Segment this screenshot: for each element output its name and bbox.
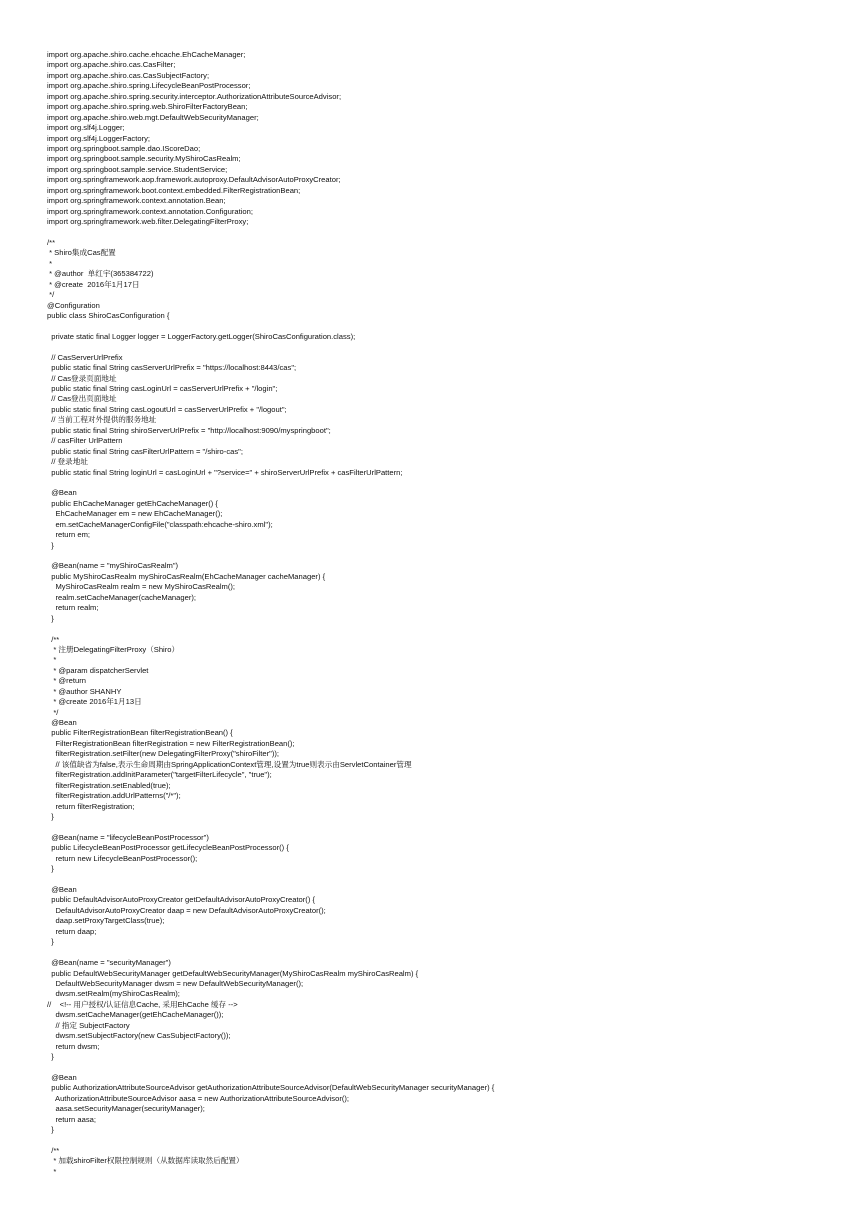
code-line: public static final String casServerUrlPrefix = "https://localhost:8443/cas";	[47, 363, 297, 373]
code-line: }	[47, 1125, 54, 1135]
code-line: public static final String casLogoutUrl = casServerUrlPrefix + "/logout";	[47, 404, 287, 414]
code-line: dwsm.setSubjectFactory(new CasSubjectFactory());	[47, 1031, 231, 1041]
code-line: filterRegistration.addUrlPatterns("/*");	[47, 791, 181, 801]
code-line: import org.springframework.context.annotation.Configuration;	[47, 206, 253, 216]
code-line: import org.springboot.sample.service.StudentService;	[47, 164, 228, 174]
code-line: }	[47, 937, 54, 947]
code-line: *	[47, 655, 57, 665]
code-line: /**	[47, 1145, 60, 1155]
code-line: return realm;	[47, 603, 99, 613]
code-line: public FilterRegistrationBean filterRegistrationBean() {	[47, 728, 233, 738]
code-line: // casFilter UrlPattern	[47, 436, 123, 446]
code-line: import org.slf4j.LoggerFactory;	[47, 133, 150, 143]
code-line	[47, 227, 847, 237]
code-line: * 注册DelegatingFilterProxy（Shiro）	[47, 644, 180, 654]
code-line: realm.setCacheManager(cacheManager);	[47, 592, 196, 602]
code-line: * @return	[47, 676, 86, 686]
code-line: MyShiroCasRealm realm = new MyShiroCasRealm();	[47, 582, 235, 592]
code-line: daap.setProxyTargetClass(true);	[47, 916, 165, 926]
code-line: * @author SHANHY	[47, 686, 122, 696]
code-line: @Bean	[47, 718, 77, 727]
code-line: */	[47, 290, 55, 300]
code-line: * @create 2016年1月17日	[47, 279, 140, 289]
code-line	[47, 1136, 847, 1146]
code-line: // 该值缺省为false,表示生命周期由SpringApplicationContext管理,设置为true则表示由ServletContainer管理	[47, 759, 412, 769]
code-line: filterRegistration.setFilter(new DelegatingFilterProxy("shiroFilter"));	[47, 749, 280, 759]
code-line: }	[47, 540, 54, 550]
code-line: public static final String casLoginUrl = casServerUrlPrefix + "/login";	[47, 384, 278, 393]
code-line: @Bean	[47, 885, 77, 894]
code-line: /**	[47, 237, 56, 247]
code-line	[47, 948, 847, 958]
code-line: // Cas登录页面地址	[47, 373, 117, 383]
code-line: import org.apache.shiro.spring.security.interceptor.AuthorizationAttributeSourceAdvisor;	[47, 91, 342, 101]
code-line: import org.apache.shiro.web.mgt.DefaultWebSecurityManager;	[47, 112, 259, 122]
code-line: }	[47, 864, 54, 874]
code-line	[47, 1062, 847, 1072]
code-line: // 指定 SubjectFactory	[47, 1020, 130, 1030]
code-line: import org.springboot.sample.security.MyShiroCasRealm;	[47, 154, 241, 164]
code-line: }	[47, 811, 54, 821]
code-line: filterRegistration.setEnabled(true);	[47, 780, 171, 790]
code-line: public DefaultWebSecurityManager getDefaultWebSecurityManager(MyShiroCasRealm myShiroCasRealm) {	[47, 968, 419, 978]
code-line: import org.springframework.web.filter.DelegatingFilterProxy;	[47, 217, 249, 226]
code-line: AuthorizationAttributeSourceAdvisor aasa = new AuthorizationAttributeSourceAdvisor();	[47, 1093, 350, 1103]
code-line	[47, 624, 847, 634]
code-line: * @create 2016年1月13日	[47, 697, 142, 707]
code-line: return daap;	[47, 926, 97, 936]
code-line: // CasServerUrlPrefix	[47, 352, 123, 362]
code-line: FilterRegistrationBean filterRegistration = new FilterRegistrationBean();	[47, 738, 295, 748]
code-line: @Bean	[47, 488, 77, 498]
code-line: // 当前工程对外提供的服务地址	[47, 415, 157, 425]
code-line	[47, 342, 847, 352]
code-line: DefaultAdvisorAutoProxyCreator daap = new DefaultAdvisorAutoProxyCreator();	[47, 905, 326, 915]
code-line: return em;	[47, 530, 91, 540]
code-line: EhCacheManager em = new EhCacheManager();	[47, 509, 223, 519]
code-line: return new LifecycleBeanPostProcessor();	[47, 853, 198, 863]
code-line: import org.springframework.boot.context.embedded.FilterRegistrationBean;	[47, 185, 301, 195]
code-line: public DefaultAdvisorAutoProxyCreator getDefaultAdvisorAutoProxyCreator() {	[47, 895, 316, 905]
code-line: /**	[47, 634, 60, 644]
code-line: import org.springboot.sample.dao.IScoreDao;	[47, 143, 201, 153]
code-line: public static final String shiroServerUrlPrefix = "http://localhost:9090/myspringboot";	[47, 425, 331, 435]
code-line: public EhCacheManager getEhCacheManager() {	[47, 498, 218, 508]
code-line: dwsm.setRealm(myShiroCasRealm);	[47, 989, 180, 999]
code-line: @Configuration	[47, 300, 100, 310]
code-line: // 登录地址	[47, 457, 88, 467]
code-line: import org.apache.shiro.cas.CasFilter;	[47, 60, 176, 70]
code-line: * @param dispatcherServlet	[47, 665, 149, 675]
code-line: return aasa;	[47, 1114, 96, 1124]
code-line: aasa.setSecurityManager(securityManager);	[47, 1104, 205, 1114]
code-line: import org.apache.shiro.spring.LifecycleBeanPostProcessor;	[47, 81, 251, 91]
code-line	[47, 822, 847, 832]
code-line	[47, 875, 847, 885]
code-line: // Cas登出页面地址	[47, 394, 117, 404]
code-line: @Bean	[47, 1072, 77, 1082]
code-line: @Bean(name = "securityManager")	[47, 958, 171, 968]
code-line: @Bean(name = "myShiroCasRealm")	[47, 561, 179, 571]
code-line: * @author 单红宇(365384722)	[47, 269, 154, 279]
code-line: em.setCacheManagerConfigFile("classpath:ehcache-shiro.xml");	[47, 519, 273, 529]
code-line: import org.slf4j.Logger;	[47, 123, 125, 133]
code-line: public static final String loginUrl = casLoginUrl + "?service=" + shiroServerUrlPrefix + casFilterUrlPattern;	[47, 467, 403, 477]
code-line: * 加载shiroFilter权限控制规则（从数据库读取然后配置）	[47, 1156, 244, 1166]
code-line: *	[47, 1166, 57, 1176]
code-line: private static final Logger logger = LoggerFactory.getLogger(ShiroCasConfiguration.class);	[47, 331, 356, 341]
code-line	[47, 478, 847, 488]
code-line: return dwsm;	[47, 1041, 100, 1051]
code-line: */	[47, 707, 59, 717]
code-line: filterRegistration.addInitParameter("targetFilterLifecycle", "true");	[47, 770, 272, 780]
code-line: public AuthorizationAttributeSourceAdvisor getAuthorizationAttributeSourceAdvisor(DefaultWebSecurityManager securityManager) {	[47, 1083, 495, 1093]
code-line: DefaultWebSecurityManager dwsm = new DefaultWebSecurityManager();	[47, 978, 304, 988]
code-line: import org.apache.shiro.cache.ehcache.EhCacheManager;	[47, 50, 246, 59]
code-line: *	[47, 258, 53, 268]
code-line: public class ShiroCasConfiguration {	[47, 310, 170, 320]
code-line: // <!-- 用户授权/认证信息Cache, 采用EhCache 缓存 -->	[47, 999, 238, 1009]
code-line: public LifecycleBeanPostProcessor getLifecycleBeanPostProcessor() {	[47, 843, 289, 853]
code-document	[47, 50, 847, 1177]
code-line: public static final String casFilterUrlPattern = "/shiro-cas";	[47, 446, 243, 456]
code-line: import org.apache.shiro.spring.web.ShiroFilterFactoryBean;	[47, 102, 248, 112]
code-line	[47, 321, 847, 331]
code-line: public MyShiroCasRealm myShiroCasRealm(EhCacheManager cacheManager) {	[47, 571, 326, 581]
code-line: import org.apache.shiro.cas.CasSubjectFactory;	[47, 70, 210, 80]
code-line: return filterRegistration;	[47, 801, 135, 811]
code-line: }	[47, 613, 54, 623]
code-line: }	[47, 1052, 54, 1061]
code-line: import org.springframework.context.annotation.Bean;	[47, 196, 226, 206]
code-line: * Shiro集成Cas配置	[47, 248, 116, 258]
code-line: dwsm.setCacheManager(getEhCacheManager());	[47, 1010, 224, 1020]
code-line: import org.springframework.aop.framework.autoproxy.DefaultAdvisorAutoProxyCreator;	[47, 175, 341, 185]
code-line	[47, 551, 847, 561]
code-line: @Bean(name = "lifecycleBeanPostProcessor")	[47, 832, 209, 842]
